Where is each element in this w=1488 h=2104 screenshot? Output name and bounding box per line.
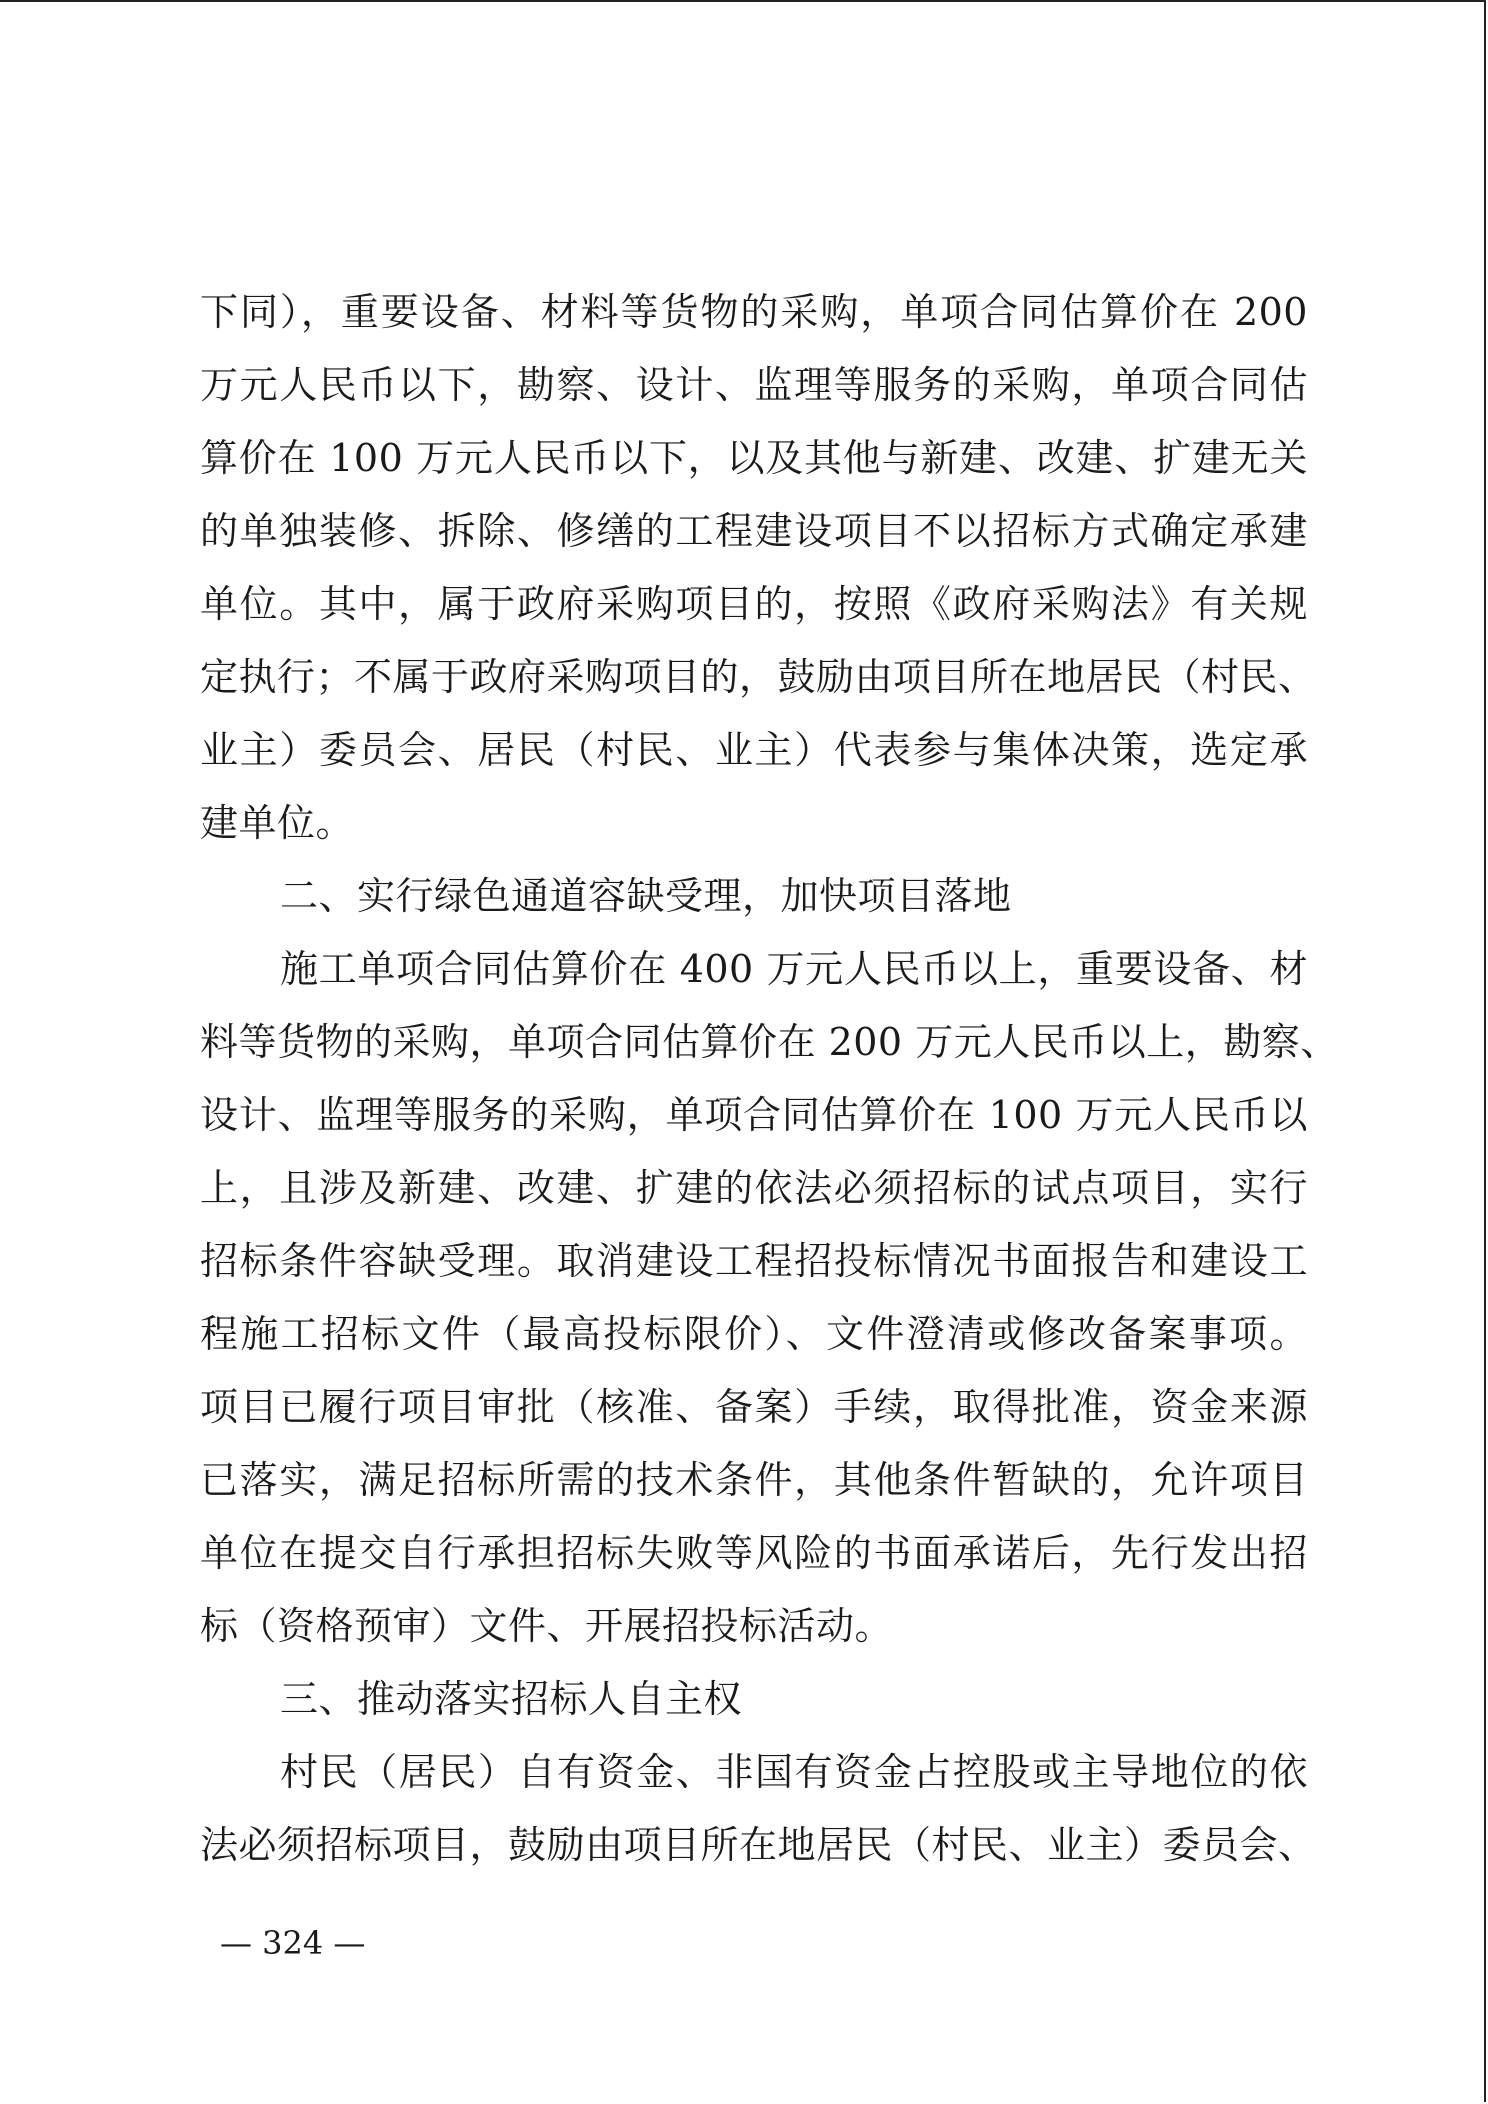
body-line: 定执行；不属于政府采购项目的，鼓励由项目所在地居民（村民、 [200,655,1317,699]
body-line: 建单位。 [200,801,355,845]
body-line: 单位。其中，属于政府采购项目的，按照《政府采购法》有关规 [200,582,1308,626]
body-line: 上，且涉及新建、改建、扩建的依法必须招标的试点项目，实行 [200,1166,1308,1210]
body-line: 业主）委员会、居民（村民、业主）代表参与集体决策，选定承 [200,728,1308,772]
body-line: 万元人民币以下，勘察、设计、监理等服务的采购，单项合同估 [200,363,1308,407]
body-line: 已落实，满足招标所需的技术条件，其他条件暂缺的，允许项目 [200,1458,1308,1502]
body-line: 程施工招标文件（最高投标限价）、文件澄清或修改备案事项。 [200,1312,1308,1356]
body-line: 设计、监理等服务的采购，单项合同估算价在 100 万元人民币以 [200,1093,1308,1137]
body-line: 单位在提交自行承担招标失败等风险的书面承诺后，先行发出招 [200,1531,1308,1575]
body-line: 料等货物的采购，单项合同估算价在 200 万元人民币以上，勘察、 [200,1020,1339,1064]
body-line: 标（资格预审）文件、开展招投标活动。 [200,1604,894,1648]
document-body [200,276,1339,1882]
body-line: 下同），重要设备、材料等货物的采购，单项合同估算价在 200 [200,290,1308,334]
body-line: 招标条件容缺受理。取消建设工程招投标情况书面报告和建设工 [200,1239,1308,1283]
section-heading-3: 三、推动落实招标人自主权 [280,1677,743,1721]
body-line: 的单独装修、拆除、修缮的工程建设项目不以招标方式确定承建 [200,509,1308,553]
section-heading-2: 二、实行绿色通道容缺受理，加快项目落地 [280,874,1012,918]
body-line: 算价在 100 万元人民币以下，以及其他与新建、改建、扩建无关 [200,436,1308,480]
body-line: 村民（居民）自有资金、非国有资金占控股或主导地位的依 [280,1750,1308,1794]
page-number: — 324 — [220,1924,366,1962]
body-line: 法必须招标项目，鼓励由项目所在地居民（村民、业主）委员会、 [200,1823,1317,1867]
body-line: 施工单项合同估算价在 400 万元人民币以上，重要设备、材 [280,947,1308,991]
body-line: 项目已履行项目审批（核准、备案）手续，取得批准，资金来源 [200,1385,1308,1429]
